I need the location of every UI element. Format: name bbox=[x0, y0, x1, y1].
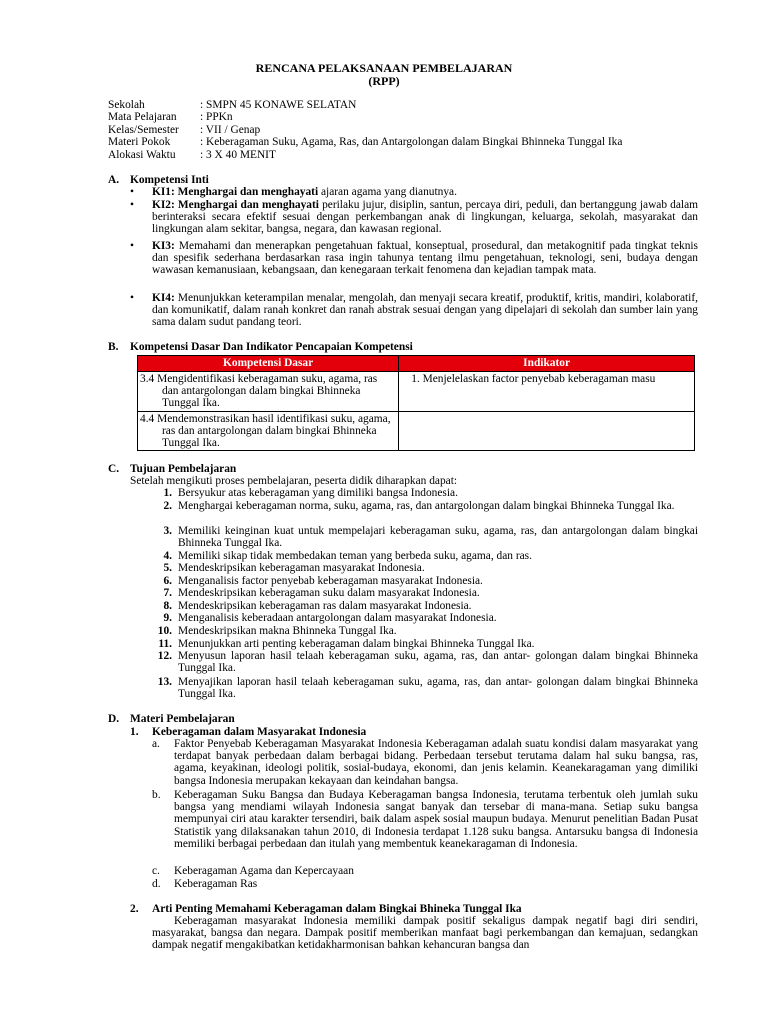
section-title: Kompetensi Dasar Dan Indikator Pencapaian Kompetensi bbox=[130, 341, 413, 353]
document-title: RENCANA PELAKSANAAN PEMBELAJARAN bbox=[255, 61, 513, 75]
section-title: Kompetensi Inti bbox=[130, 174, 209, 186]
info-value: : Keberagaman Suku, Agama, Ras, dan Antargolongan dalam Bingkai Bhinneka Tunggal Ika bbox=[200, 136, 623, 148]
materi-subheading-1: 1. Keberagaman dalam Masyarakat Indonesia bbox=[130, 726, 367, 738]
table-cell-indikator: 1. Menjelelaskan factor penyebab keberagaman masu bbox=[399, 372, 695, 412]
rpp-document: RENCANA PELAKSANAAN PEMBELAJARAN (RPP) Sekolah : SMPN 45 KONAWE SELATAN Mata Pelajaran : PPKn Kelas/Semester : VII / Genap Materi Pokok : Keberagaman Suku, Agama, Ras, dan Antargolongan dalam Bingkai Bhinneka Tunggal Ika Alokasi Waktu : 3 X 40 MENIT A. Kompetensi Inti • KI1: Menghargai dan menghayati ajaran agama yang dianutnya. • KI2: Menghargai dan menghayati perilaku jujur, disiplin, santun, percaya diri, peduli, dan bertanggung jawab dalam berinteraksi secara efektif sesuai dengan perkembangan anak di lingkungan, keluarga, sekolah, masyarakat dan lingkungan alam sekitar, bangsa, negara, dan kawasan regional. • KI3: Memahami dan menerapkan pengetahuan faktual, konseptual, prosedural, dan metakognitif pada tingkat teknis dan spesifik sederhana berdasarkan rasa ingin tahunya tentang ilmu pengetahuan, teknologi, seni, budaya dengan wawasan kemanusiaan, kebangsaan, dan kenegaraan terkait fenomena dan kejadian tampak mata. • KI4: Menunjukkan keterampilan menalar, mengolah, dan menyaji secara kreatif, produktif, kritis, mandiri, kolaboratif, dan komunikatif, dalam ranah konkret dan ranah abstrak sesuai dengan yang dipelajari di sekolah dan sumber lain yang sama dalam sudut pandang teori. B. Kompetensi Dasar Dan Indikator Pencapaian Kompetensi Kompetensi Dasar Indikator 3.4 Mengidentifikasi keberagaman suku, agama, ras dan antargolongan dalam bingkai Bhinneka Tunggal Ika. 1. Menjelelaskan factor penyebab keberagaman masu 4.4 Mendemonstrasikan hasil identifikasi suku, agama, ras dan antargolongan dalam bingkai Bhinneka Tunggal Ika. C. Tujuan Pembelajaran Setelah mengikuti proses pembelajaran, peserta didik diharapkan dapat: 1. Bersyukur atas keberagaman yang dimiliki bangsa Indonesia. 2. Menghargai keberagaman norma, suku, agama, ras, dan antargolongan dalam bingkai Bhinneka Tunggal Ika. 3. Memiliki keinginan kuat untuk mempelajari keberagaman suku, agama, ras, dan antargolongan dalam bingkai Bhinneka Tunggal Ika. 4. Memiliki sikap tidak membedakan teman yang berbeda suku, agama, dan ras. 5. Mendeskripsikan keberagaman masyarakat Indonesia. 6. Menganalisis factor penyebab keberagaman masyarakat Indonesia. 7. Mendeskripsikan keberagaman suku dalam masyarakat Indonesia. 8. Mendeskripsikan keberagaman ras dalam masyarakat Indonesia. 9. Menganalisis keberadaan antargolongan dalam masyarakat Indonesia. 10. Mendeskripsikan makna Bhinneka Tunggal Ika. 11. Menunjukkan arti penting keberagaman dalam bingkai Bhinneka Tunggal Ika. 12. Menyusun laporan hasil telaah keberagaman suku, agama, ras, dan antar- golongan dalam bingkai Bhinneka Tunggal Ika. 13. Menyajikan laporan hasil telaah keberagaman suku, agama, ras, dan antar- golongan dalam bingkai Bhinneka Tunggal Ika. D. Materi Pembelajaran 1. Keberagaman dalam Masyarakat Indonesia a. Faktor Penyebab Keberagaman Masyarakat Indonesia Keberagaman adalah suatu kondisi dalam masyarakat yang terdapat banyak perbedaan dalam berbagai bidang. Perbedaan tersebut terutama dalam hal suku bangsa, ras, agama, keyakinan, ideologi politik, sosial-budaya, ekonomi, dan jenis kelamin. Keanekaragaman yang dimiliki bangsa Indonesia merupakan kekayaan dan keindahan bangsa. b. Keberagaman Suku Bangsa dan Budaya Keberagaman bangsa Indonesia, terutama terbentuk oleh jumlah suku bangsa yang mendiami wilayah Indonesia sangat banyak dan tersebar di mana-mana. Setiap suku bangsa mempunyai ciri atau karakter tersendiri, baik dalam aspek sosial maupun budaya. Menurut penelitian Badan Pusat Statistik yang dilaksanakan tahun 2010, di Indonesia terdapat 1.128 suku bangsa. Antarsuku bangsa di Indonesia memiliki berbagai perbedaan dan itulah yang membentuk keanekaragaman di Indonesia. c. Keberagaman Agama dan Kepercayaan d. Keberagaman Ras 2. Arti Penting Memahami Keberagaman dalam Bingkai Bhineka Tunggal Ika Keberagaman masyarakat Indonesia memiliki dampak positif sekaligus dampak negatif bagi diri sendiri, masyarakat, bangsa dan negara. Dampak positif memberikan manfaat bagi perkembangan dan kemajuan, sedangkan dampak negatif mengakibatkan ketidakharmonisan bahkan kehancuran bangsa dan bbox=[0, 0, 768, 1024]
table-cell-kd: 4.4 Mendemonstrasikan hasil identifikasi suku, agama, ras dan antargolongan dalam bingkai Bhinneka Tunggal Ika. bbox=[138, 411, 399, 451]
ki-label: KI2: Menghargai dan menghayati bbox=[152, 199, 319, 211]
section-letter: A. bbox=[108, 174, 120, 186]
ki-text: Menunjukkan keterampilan menalar, mengolah, dan menyaji secara kreatif, produktif, kritis, mandiri, kolaboratif, dan komunikatif, dalam ranah konkret dan ranah abstrak sesuai dengan yang dipelajari di sekolah dan sumber lain yang sama dalam sudut pandang teori. bbox=[152, 292, 698, 329]
materi-subheading-2: 2. Arti Penting Memahami Keberagaman dalam Bingkai Bhineka Tunggal Ika bbox=[130, 903, 522, 915]
info-label: Mata Pelajaran bbox=[108, 111, 177, 123]
section-letter: C. bbox=[108, 463, 120, 475]
bullet-icon: • bbox=[130, 292, 134, 304]
info-label: Materi Pokok bbox=[108, 136, 171, 148]
kompetensi-table bbox=[137, 355, 695, 451]
section-a-heading bbox=[108, 174, 209, 186]
ki-text: Memahami dan menerapkan pengetahuan faktual, konseptual, prosedural, dan metakognitif pada tingkat teknis dan spesifik sederhana berdasarkan rasa ingin tahunya tentang ilmu pengetahuan, teknologi, seni, budaya dengan wawasan kemanusiaan, kebangsaan, dan kenegaraan terkait fenomena dan kejadian tampak mata. bbox=[152, 240, 698, 277]
table-row bbox=[138, 411, 695, 451]
table-header-row bbox=[138, 356, 695, 372]
ki-label: KI3: bbox=[152, 240, 175, 252]
info-label: Kelas/Semester bbox=[108, 124, 179, 136]
table-header-kompetensi-dasar: Kompetensi Dasar bbox=[138, 356, 399, 372]
ki-text: perilaku jujur, disiplin, santun, percaya diri, peduli, dan bertanggung jawab dalam berinteraksi secara efektif sesuai dengan perkembangan anak di lingkungan, keluarga, sekolah, masyarakat dan lingkungan alam sekitar, bangsa, negara, dan kawasan regional. bbox=[152, 199, 699, 236]
section-letter: D. bbox=[108, 713, 120, 725]
bullet-icon: • bbox=[130, 240, 134, 252]
ki-label: KI1: Menghargai dan menghayati bbox=[152, 186, 319, 198]
document-subtitle: (RPP) bbox=[368, 74, 400, 88]
info-value: : VII / Genap bbox=[200, 124, 261, 136]
ki-text: ajaran agama yang dianutnya. bbox=[318, 186, 457, 198]
table-header-indikator: Indikator bbox=[399, 356, 695, 372]
section-title: Tujuan Pembelajaran bbox=[130, 463, 237, 475]
bullet-icon: • bbox=[130, 199, 134, 211]
section-b-heading bbox=[108, 341, 413, 353]
section-letter: B. bbox=[108, 341, 119, 353]
section-title: Materi Pembelajaran bbox=[130, 713, 235, 725]
materi-paragraph: Keberagaman masyarakat Indonesia memiliki dampak positif sekaligus dampak negatif bagi diri sendiri, masyarakat, bangsa dan negara. Dampak positif memberikan manfaat bagi perkembangan dan kemajuan, sedangkan dampak negatif mengakibatkan ketidakharmonisan bahkan kehancuran bangsa dan bbox=[152, 915, 698, 952]
table-row bbox=[138, 372, 695, 412]
info-label: Sekolah bbox=[108, 99, 145, 111]
table-cell-indikator bbox=[399, 411, 695, 451]
info-value: : 3 X 40 MENIT bbox=[200, 149, 276, 161]
table-cell-kd: 3.4 Mengidentifikasi keberagaman suku, agama, ras dan antargolongan dalam bingkai Bhinneka Tunggal Ika. bbox=[138, 372, 399, 412]
bullet-icon: • bbox=[130, 186, 134, 198]
tujuan-intro: Setelah mengikuti proses pembelajaran, peserta didik diharapkan dapat: bbox=[130, 475, 458, 487]
section-c-heading bbox=[108, 463, 236, 475]
info-label: Alokasi Waktu bbox=[108, 149, 176, 161]
ki-label: KI4: bbox=[152, 292, 175, 304]
info-value: : SMPN 45 KONAWE SELATAN bbox=[200, 99, 357, 111]
info-value: : PPKn bbox=[200, 111, 233, 123]
section-d-heading bbox=[108, 713, 235, 725]
